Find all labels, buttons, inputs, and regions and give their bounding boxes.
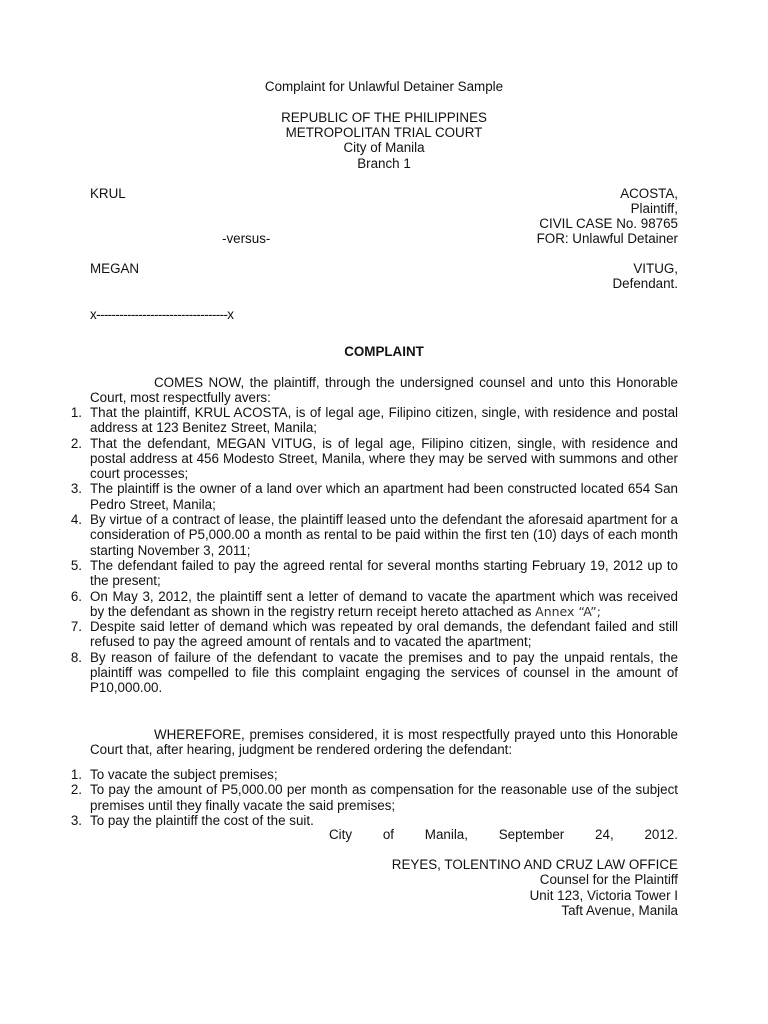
case-number: CIVIL CASE No. 98765 xyxy=(539,216,678,231)
dateline: City of Manila, September 24, 2012. xyxy=(329,827,678,842)
court-line-republic: REPUBLIC OF THE PHILIPPINES xyxy=(281,110,487,125)
court-line-court: METROPOLITAN TRIAL COURT xyxy=(285,125,483,140)
versus-label: -versus- xyxy=(222,231,271,246)
plaintiff-role: Plaintiff, xyxy=(630,201,678,216)
list-item: 7. Despite said letter of demand which was repeated by oral demands, the defendant failed and still refused to pay the agreed amount of rentals and to vacated the apartment; xyxy=(70,619,678,650)
defendant-role: Defendant. xyxy=(612,276,678,291)
list-item: 1. To vacate the subject premises; xyxy=(70,767,278,782)
list-item: 2. That the defendant, MEGAN VITUG, is of legal age, Filipino citizen, single, with residence and postal address at 456 Modesto Street, Manila, where they may be served with summons and other court processes; xyxy=(70,435,678,482)
list-item: 8. By reason of failure of the defendant to vacate the premises and to pay the unpaid rentals, the plaintiff was compelled to file this complaint engaging the services of counsel in the amount of P10,000.00. xyxy=(70,649,678,696)
allegations-list xyxy=(0,405,678,696)
defendant-first-name: MEGAN xyxy=(90,261,140,276)
list-item: 2. To pay the amount of P5,000.00 per month as compensation for the reasonable use of the subject premises until they finally vacate the said premises; xyxy=(70,782,678,813)
counsel-role: Counsel for the Plaintiff xyxy=(539,872,678,887)
list-item: 3. To pay the plaintiff the cost of the suit. xyxy=(70,812,314,828)
annex-reference: Annex “A”; xyxy=(535,603,601,619)
list-item: 5. The defendant failed to pay the agreed rental for several months starting February 19, 2012 up to the present; xyxy=(70,557,678,589)
intro-paragraph: COMES NOW, the plaintiff, through the undersigned counsel and unto this Honorable Court, most respectfully avers: xyxy=(90,375,678,406)
case-nature: FOR: Unlawful Detainer xyxy=(536,231,678,246)
court-line-branch: Branch 1 xyxy=(357,156,411,171)
defendant-last-name: VITUG, xyxy=(633,261,678,276)
list-item: 4. By virtue of a contract of lease, the plaintiff leased unto the defendant the aforesaid apartment for a consideration of P5,000.00 a month as rental to be paid within the first ten (10) days of each month starting November 3, 2011; xyxy=(70,512,678,558)
reliefs-list xyxy=(0,767,678,828)
law-firm-name: REYES, TOLENTINO AND CRUZ LAW OFFICE xyxy=(391,857,678,872)
list-item: 1. That the plaintiff, KRUL ACOSTA, is of legal age, Filipino citizen, single, with residence and postal address at 123 Benitez Street, Manila; xyxy=(70,405,678,436)
list-item: 3. The plaintiff is the owner of a land over which an apartment had been constructed located 654 San Pedro Street, Manila; xyxy=(70,481,678,512)
address-line-1: Unit 123, Victoria Tower I xyxy=(529,888,678,903)
list-item: 6. On May 3, 2012, the plaintiff sent a letter of demand to vacate the apartment which was received by the defendant as shown in the registry return receipt hereto attached as Annex “A”; xyxy=(70,588,678,619)
prayer-paragraph: WHEREFORE, premises considered, it is most respectfully prayed unto this Honorable Court that, after hearing, judgment be rendered ordering the defendant: xyxy=(90,727,678,758)
court-line-city: City of Manila xyxy=(343,140,425,155)
plaintiff-first-name: KRUL xyxy=(90,186,126,201)
document-title: Complaint for Unlawful Detainer Sample xyxy=(264,79,504,94)
complaint-heading: COMPLAINT xyxy=(344,344,424,359)
plaintiff-last-name: ACOSTA, xyxy=(620,186,678,201)
caption-separator: x----------------------------------x xyxy=(90,307,234,322)
address-line-2: Taft Avenue, Manila xyxy=(561,903,678,918)
